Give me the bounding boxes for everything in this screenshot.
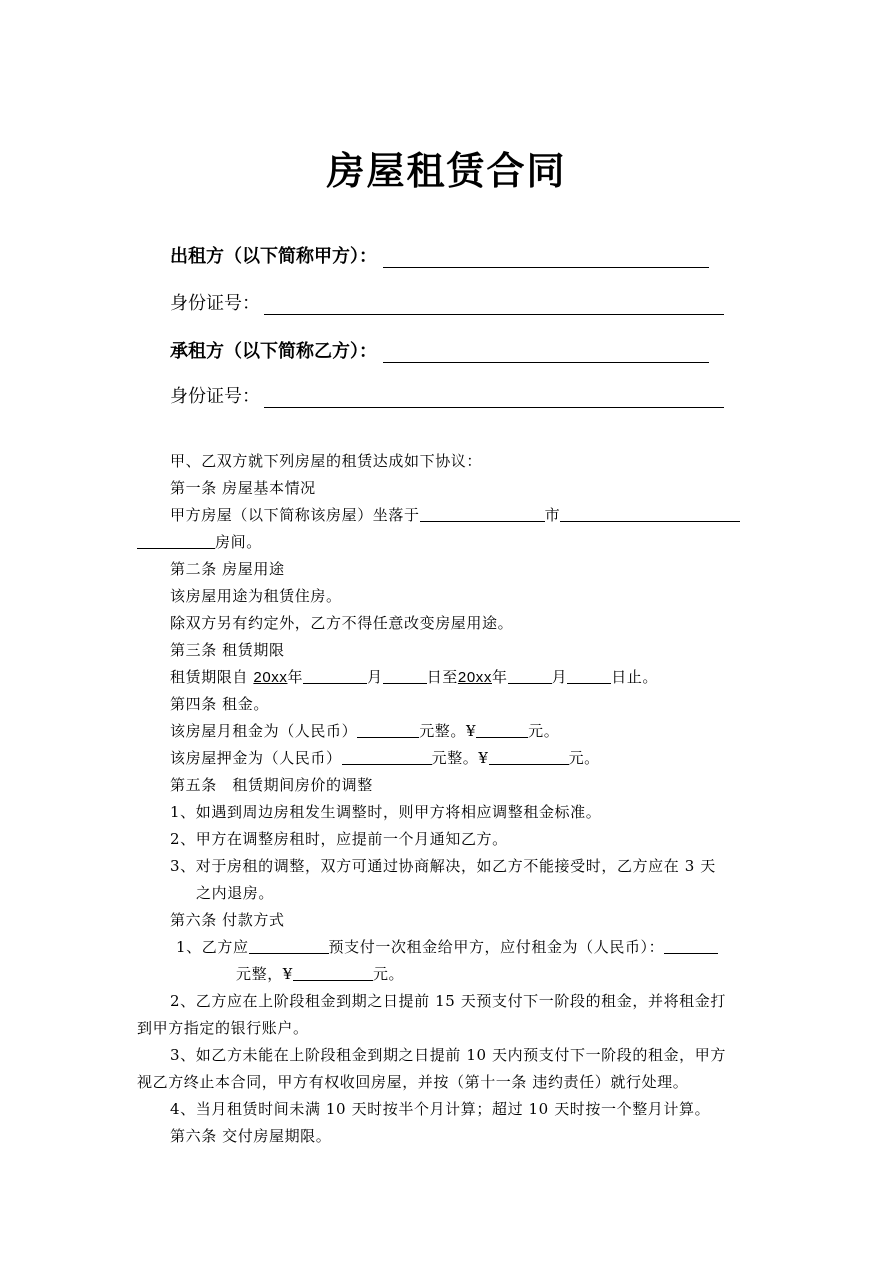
article-6-item-2-line-1: 2、乙方应在上阶段租金到期之日提前 15 天预支付下一阶段的租金，并将租金打 [170,992,726,1010]
art4-deposit-cn-blank [342,748,432,765]
art3-to-label: 日至 [426,668,458,686]
art4-rent-label: 该房屋月租金为（人民币） [170,722,358,740]
art4-deposit-label: 该房屋押金为（人民币） [170,749,342,767]
article-1-title: 第一条 房屋基本情况 [170,479,316,497]
article-6-title: 第六条 付款方式 [170,911,285,929]
document-title: 房屋租赁合同 [326,149,567,193]
art6-period-blank [249,937,329,954]
article-6-item-3-line-2: 视乙方终止本合同，甲方有权收回房屋，并按（第十一条 违约责任）就行处理。 [137,1073,689,1091]
article-7-title: 第六条 交付房屋期限。 [170,1127,332,1145]
lessee-id-label: 身份证号： [170,386,260,407]
art1-location-blank [420,505,545,522]
art4-deposit-end: 元。 [568,749,600,767]
lessor-label: 出租方（以下简称甲方）： [170,246,377,267]
lessee-label: 承租方（以下简称乙方）： [170,341,377,362]
article-1-line-2 [137,532,262,552]
article-5-item-3-line-1: 3、对于房租的调整，双方可通过协商解决，如乙方不能接受时，乙方应在 3 天 [170,857,716,875]
article-4-title: 第四条 租金。 [170,695,269,713]
art3-start-month-blank [303,667,367,684]
art6-item1-text: 预支付一次租金给甲方，应付租金为（人民币）： [328,938,665,956]
art6-item1-end: 元。 [372,965,405,983]
article-6-item-1-line-1 [176,937,718,957]
lessor-id-row [170,289,724,315]
art3-end-label: 日止。 [611,668,659,686]
lessee-id-row [170,382,724,408]
art3-from-label: 租赁期限自 [170,668,249,686]
art3-start-day-blank [383,667,427,684]
article-1-line-1 [170,505,740,525]
article-4-deposit-line [170,748,600,768]
art6-rent-num-blank [293,964,373,981]
art1-room-label: 房间。 [215,533,262,551]
art1-city-label: 市 [544,506,561,524]
art3-month2-label: 月 [551,668,568,686]
art6-yuan-label: 元整，¥ [236,965,293,983]
art6-item1-label: 1、乙方应 [176,938,249,956]
art1-address-blank [560,505,740,522]
article-6-item-4: 4、当月租赁时间未满 10 天时按半个月计算；超过 10 天时按一个整月计算。 [170,1100,711,1118]
article-3-line-1 [170,667,658,688]
article-4-rent-line [170,721,559,741]
lessor-row [170,242,709,268]
art3-end-month-blank [508,667,552,684]
article-6-item-3-line-1: 3、如乙方未能在上阶段租金到期之日提前 10 天内预支付下一阶段的租金，甲方 [170,1046,726,1064]
article-2-line-2: 除双方另有约定外，乙方不得任意改变房屋用途。 [170,614,514,632]
lessee-row [170,337,709,363]
article-5-title: 第五条 租赁期间房价的调整 [170,776,373,794]
article-6-item-1-line-2 [236,964,404,984]
art1-location-label: 甲方房屋（以下简称该房屋）坐落于 [170,506,420,524]
article-3-title: 第三条 租赁期限 [170,641,285,659]
lessor-id-blank [264,294,724,315]
art4-rent-cn-blank [357,721,419,738]
article-5-item-2: 2、甲方在调整房租时，应提前一个月通知乙方。 [170,830,508,848]
art3-month-label: 月 [367,668,383,686]
art3-year-label: 年 [287,668,304,686]
lessee-id-blank [264,387,724,408]
art3-end-year: 20xx [457,669,492,686]
article-2-line-1: 该房屋用途为租赁住房。 [170,587,342,605]
article-2-title: 第二条 房屋用途 [170,560,285,578]
art3-year2-label: 年 [492,668,508,686]
art6-rent-cn-blank [664,937,718,954]
lessee-name-blank [383,342,709,363]
art3-end-day-blank [567,667,611,684]
lessor-id-label: 身份证号： [170,293,260,314]
article-5-item-1: 1、如遇到周边房租发生调整时，则甲方将相应调整租金标准。 [170,803,602,821]
intro-text: 甲、乙双方就下列房屋的租赁达成如下协议： [170,452,483,470]
art4-rent-end: 元。 [528,722,560,740]
art4-deposit-num-blank [489,748,569,765]
art1-room-blank [137,532,215,549]
article-5-item-3-line-2: 之内退房。 [196,884,275,902]
article-6-item-2-line-2: 到甲方指定的银行账户。 [137,1019,309,1037]
art4-rent-num-blank [476,721,528,738]
art4-deposit-yuan-label: 元整。¥ [431,749,489,767]
art3-start-year: 20xx [253,669,288,686]
art4-rent-yuan-label: 元整。¥ [419,722,477,740]
lessor-name-blank [383,247,709,268]
